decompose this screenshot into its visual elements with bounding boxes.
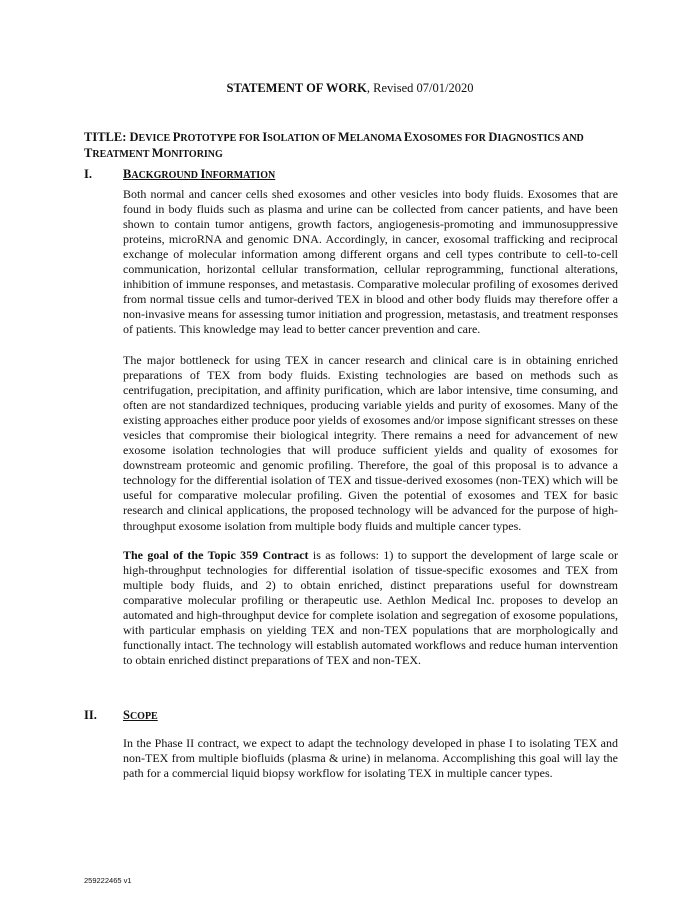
title-line-1: TITLE: DEVICE PROTOTYPE FOR ISOLATION OF MELANOMA EXOSOMES FOR DIAGNOSTICS AND bbox=[84, 130, 584, 144]
header-bold: STATEMENT OF WORK bbox=[226, 81, 367, 95]
title-prefix: TITLE: bbox=[84, 130, 130, 144]
header-rest: , Revised 07/01/2020 bbox=[366, 81, 474, 95]
document-title bbox=[84, 130, 624, 162]
section-2-heading: SCOPE bbox=[123, 708, 158, 722]
title-line-2: TREATMENT MONITORING bbox=[84, 146, 223, 160]
section-1-heading: BACKGROUND INFORMATION bbox=[123, 167, 276, 181]
document-id-footer: 259222465 v1 bbox=[84, 876, 132, 885]
goal-bold: The goal of the Topic 359 Contract bbox=[123, 548, 309, 562]
section-1-paragraph-2: The major bottleneck for using TEX in cancer research and clinical care is in obtaining enriched preparations of TEX from body fluids. Existing technologies are based on methods such as centrifugation, precipitation, and affinity purification, which are labor intensive, time consuming, and often are not standardized techniques, producing variable yields and purity of exosomes. Many of the existing approaches either produce poor yields of exosomes and/or impose significant stresses on these vesicles that compromise their biological integrity. There remains a need for advancement of new exosome isolation technologies that will produce sufficient yields and quality of exosomes for downstream proteomic and genomic profiling. Therefore, the goal of this proposal is to advance a technology for the differential isolation of TEX and tissue-derived exosomes (non-TEX) which will be useful for comparative molecular profiling. Given the potential of exosomes and TEX for basic research and clinical applications, the proposed technology will be advanced for the purpose of high-throughput exosome isolation from multiple body fluids and multiple cancer types. bbox=[123, 353, 618, 533]
section-1-paragraph-3 bbox=[123, 548, 618, 668]
section-2-number: II. bbox=[84, 708, 97, 722]
section-2-paragraph-1: In the Phase II contract, we expect to adapt the technology developed in phase I to isolating TEX and non-TEX from multiple biofluids (plasma & urine) in melanoma. Accomplishing this goal will lay the path for a commercial liquid biopsy workflow for isolating TEX in multiple cancer types. bbox=[123, 736, 618, 781]
section-1-paragraph-1: Both normal and cancer cells shed exosomes and other vesicles into body fluids. Exosomes that are found in body fluids such as plasma and urine can be collected from cancer patients, and have been shown to contain tumor antigens, growth factors, angiogenesis-promoting and immunosuppressive proteins, microRNA and genomic DNA. Accordingly, in cancer, exosomal trafficking and reciprocal exchange of molecular information among different organs and cell types contribute to cell-to-cell communication, horizontal cellular transformation, cellular reprogramming, functional alterations, inhibition of immune responses, and metastasis. Comparative molecular profiling of exosomes derived from normal tissue cells and tumor-derived TEX in blood and other body fluids may therefore offer a non-invasive means for assessing tumor initiation and progression, metastasis, and treatment responses of patients. This knowledge may lead to better cancer prevention and care. bbox=[123, 187, 618, 337]
goal-text: is as follows: 1) to support the development of large scale or high-throughput technologies for differential isolation of tissue-specific exosomes and TEX from multiple body fluids, and 2) to obtain enriched, distinct preparations useful for downstream comparative molecular profiling or therapeutic use. Aethlon Medical Inc. proposes to develop an automated and high-throughput device for complete isolation and segregation of exosome populations, with particular emphasis on yielding TEX and non-TEX populations that are morphologically and functionally intact. The technology will establish automated workflows and reduce human intervention to obtain enriched distinct preparations of TEX and non-TEX. bbox=[123, 548, 618, 668]
document-header bbox=[0, 81, 700, 96]
section-1-number: I. bbox=[84, 167, 92, 181]
